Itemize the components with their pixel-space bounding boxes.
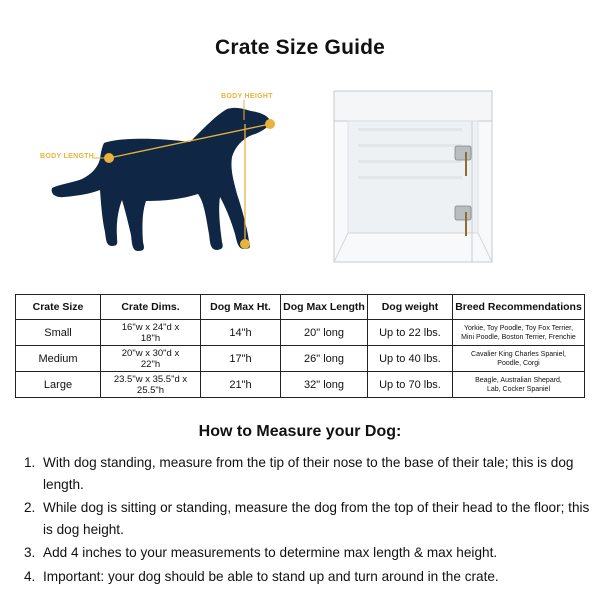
cell-max-length: 20" long — [281, 320, 368, 346]
step-number: 4. — [24, 568, 36, 584]
page-title: Crate Size Guide — [214, 36, 386, 59]
height-bottom-marker — [240, 239, 250, 249]
cell-weight: Up to 70 lbs. — [368, 372, 453, 398]
how-to-measure-title: How to Measure your Dog: — [198, 423, 402, 440]
breeds-line-1: Beagle, Australian Shepard, — [475, 376, 562, 384]
header-crate-dims: Crate Dims. — [101, 295, 201, 320]
breeds-line-2: Lab, Cocker Spaniel — [486, 385, 551, 393]
cell-breeds — [453, 346, 585, 372]
dog-silhouette — [52, 108, 270, 251]
list-item — [24, 452, 590, 495]
crate-vent-4 — [358, 176, 462, 179]
cell-breeds — [453, 372, 585, 398]
dims-line-2: 22"h — [140, 358, 161, 370]
cell-breeds — [453, 320, 585, 346]
length-start-marker — [104, 153, 114, 163]
dims-line-1: 16"w x 24"d x — [121, 321, 180, 333]
cell-size: Medium — [16, 346, 101, 372]
crate-illustration — [330, 88, 496, 266]
measurement-steps — [24, 452, 590, 589]
cell-max-height: 17"h — [201, 346, 281, 372]
latch-bottom — [455, 206, 471, 220]
table-row — [16, 372, 585, 398]
step-number: 2. — [24, 500, 36, 515]
latch-top — [455, 146, 471, 160]
step-number: 3. — [24, 545, 36, 560]
crate-size-table — [15, 294, 585, 398]
step-number: 1. — [24, 455, 36, 470]
body-length-label: BODY LENGTH — [40, 153, 95, 160]
list-item — [24, 497, 590, 540]
table-row — [16, 320, 585, 346]
header-dog-weight: Dog weight — [368, 295, 453, 320]
cell-dims — [101, 346, 201, 372]
breeds-line-2: Poodle, Corgi — [497, 359, 540, 367]
cell-dims — [101, 320, 201, 346]
breeds-line-1: Cavalier King Charles Spaniel, — [471, 350, 566, 358]
header-dog-max-height: Dog Max Ht. — [201, 295, 281, 320]
cell-dims — [101, 372, 201, 398]
crate-vent-3 — [358, 160, 462, 163]
cell-size: Small — [16, 320, 101, 346]
header-breed-recommendations: Breed Recommendations — [453, 295, 585, 320]
dims-line-2: 25.5"h — [136, 384, 165, 396]
cell-max-height: 14"h — [201, 320, 281, 346]
step-text: Add 4 inches to your measurements to determine max length & max height. — [43, 545, 498, 560]
crate-vent-2 — [358, 144, 462, 147]
length-end-marker — [265, 119, 275, 129]
dims-line-1: 20"w x 30"d x — [121, 347, 180, 359]
breeds-line-2: Mini Poodle, Boston Terrier, Frenchie — [461, 333, 576, 341]
cell-max-length: 26" long — [281, 346, 368, 372]
crate-top — [334, 91, 492, 121]
cell-max-length: 32" long — [281, 372, 368, 398]
step-text: Important: your dog should be able to stand up and turn around in the crate. — [43, 568, 499, 584]
dog-measurement-illustration — [30, 82, 290, 272]
cell-max-height: 21"h — [201, 372, 281, 398]
cell-weight: Up to 22 lbs. — [368, 320, 453, 346]
table-row — [16, 346, 585, 372]
dims-line-2: 18"h — [140, 332, 161, 344]
step-text: While dog is sitting or standing, measure the dog from the top of their head to the floor; this is dog height. — [43, 500, 590, 537]
list-item — [24, 542, 590, 564]
list-item — [24, 566, 590, 588]
breeds-line-1: Yorkie, Toy Poodle, Toy Fox Terrier, — [463, 324, 574, 332]
header-crate-size: Crate Size — [16, 295, 101, 320]
body-height-label: BODY HEIGHT — [221, 93, 273, 100]
dims-line-1: 23.5"w x 35.5"d x — [113, 373, 188, 385]
cell-weight: Up to 40 lbs. — [368, 346, 453, 372]
table-header-row — [16, 295, 585, 320]
crate-vent-1 — [358, 128, 462, 131]
cell-size: Large — [16, 372, 101, 398]
step-text: With dog standing, measure from the tip of their nose to the base of their tale; this is dog length. — [43, 455, 574, 492]
header-dog-max-length: Dog Max Length — [281, 295, 368, 320]
